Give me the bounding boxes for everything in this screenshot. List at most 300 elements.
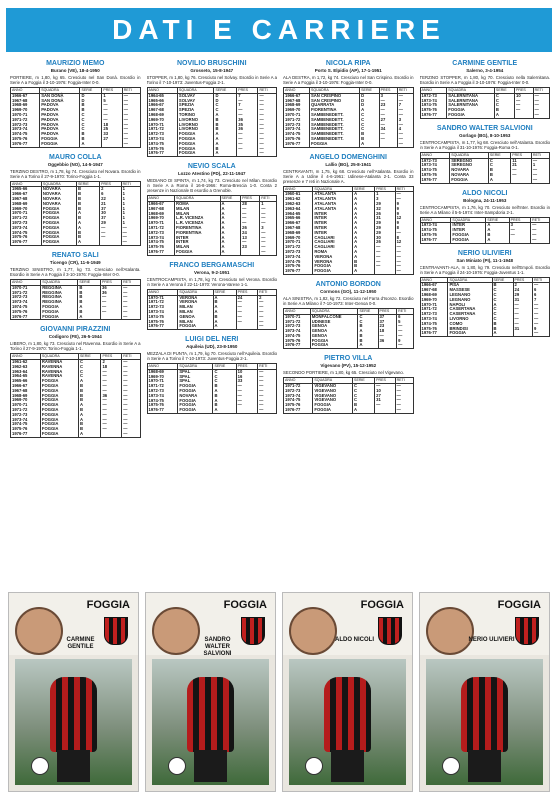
table-cell: — — [236, 300, 258, 305]
table-header-cell: RETI — [258, 88, 277, 94]
table-cell: C — [492, 298, 513, 303]
table-cell: 1968-69 — [11, 202, 42, 207]
table-row — [11, 142, 141, 147]
table-cell: 1971-72 — [420, 307, 448, 312]
table-header-cell: ANNO — [11, 181, 42, 187]
table-cell: — — [258, 408, 277, 413]
table-cell: REGGINA — [41, 295, 78, 300]
career-table — [10, 279, 141, 320]
table-cell — [101, 315, 122, 320]
table-row — [147, 324, 277, 329]
table-cell: LEGNANO — [448, 293, 492, 298]
table-cell: — — [395, 231, 413, 236]
table-cell: — — [397, 137, 413, 142]
table-cell: 6 — [100, 192, 122, 197]
table-cell: — — [236, 394, 258, 399]
table-cell: — — [122, 422, 140, 427]
table-cell: 16 — [236, 375, 258, 380]
table-cell: 1967-68 — [11, 99, 40, 104]
table-cell: A — [486, 228, 509, 233]
player-birth: Aquileia (UD), 23-8-1950 — [186, 344, 238, 350]
table-cell: FOGGIA — [40, 142, 80, 147]
table-cell: 13 — [241, 236, 260, 241]
table-cell: PADOVA — [40, 108, 80, 113]
table-cell: 10 — [375, 389, 395, 394]
table-cell — [379, 142, 397, 147]
table-cell: — — [258, 379, 277, 384]
table-cell: 1972-73 — [284, 250, 313, 255]
table-cell: — — [101, 370, 122, 375]
table-cell: — — [101, 389, 122, 394]
table-cell: 26 — [375, 212, 395, 217]
table-cell: MILAN — [174, 212, 220, 217]
table-cell: — — [258, 324, 277, 329]
table-cell: A — [360, 142, 379, 147]
table-cell: 1973-74 — [147, 137, 177, 142]
table-header-cell: ANNO — [420, 88, 447, 94]
table-cell: — — [532, 322, 549, 327]
table-cell: 1974-75 — [420, 228, 451, 233]
table-cell: GENOA — [310, 329, 358, 334]
table-header-cell: SQUADRA — [450, 152, 489, 158]
table-cell: — — [122, 142, 140, 147]
table-cell: — — [237, 99, 258, 104]
table-cell: 37 — [100, 207, 122, 212]
career-table — [10, 87, 141, 148]
table-cell: INTER — [313, 221, 353, 226]
table-cell: B — [213, 394, 236, 399]
table-cell: 1966-67 — [284, 221, 313, 226]
table-header-cell: SERIE — [358, 308, 378, 314]
table-cell: A — [79, 432, 101, 437]
table-cell: NOVARA — [178, 394, 213, 399]
table-cell: B — [76, 235, 99, 240]
table-cell: ATALANTA — [313, 192, 353, 197]
table-cell: SOLVAY — [177, 93, 214, 98]
table-cell: 1971-72 — [11, 216, 42, 221]
table-cell: — — [101, 300, 122, 305]
table-cell: — — [122, 93, 140, 98]
table-cell: 1971-72 — [147, 226, 174, 231]
table-cell: D — [360, 99, 379, 104]
table-cell: 1969-70 — [147, 118, 177, 123]
table-header-cell: RETI — [122, 354, 140, 360]
table-cell: B — [80, 103, 102, 108]
player-description: CENTROCAMPISTA, m 1,78, kg 74. Cresciuto nel Verona. Esordio in Serie A a Verona il 22-11-1970: Verona-Varese 1-1. — [146, 276, 277, 287]
table-cell: 31 — [375, 398, 395, 403]
table-cell: FOGGIA — [447, 108, 495, 113]
table-cell: — — [122, 99, 140, 104]
table-cell: B — [213, 315, 236, 320]
table-cell: — — [122, 408, 140, 413]
table-cell: — — [379, 132, 397, 137]
sticker-club-name: FOGGIA — [497, 599, 541, 611]
career-column — [283, 60, 414, 585]
table-cell: 1976-77 — [147, 250, 174, 255]
career-table — [147, 195, 278, 256]
table-cell: 1974-75 — [11, 422, 41, 427]
player-name: ALDO NICOLI — [462, 189, 508, 197]
table-cell: FOGGIA — [40, 432, 78, 437]
table-cell: 1966-67 — [11, 192, 42, 197]
table-header-cell: SQUADRA — [313, 378, 353, 384]
table-header-cell: SERIE — [214, 88, 237, 94]
table-cell: — — [260, 250, 277, 255]
table-cell: FOGGIA — [178, 408, 213, 413]
table-cell: A — [220, 240, 241, 245]
table-cell: — — [122, 127, 140, 132]
table-cell: — — [260, 207, 277, 212]
player-birth: San Miniato (PI), 11-1-1948 — [456, 257, 514, 263]
table-cell: 1971-72 — [147, 127, 177, 132]
table-cell: C — [80, 127, 102, 132]
table-cell: — — [122, 295, 140, 300]
sticker-header — [9, 593, 138, 655]
table-header-cell: PRES — [101, 354, 122, 360]
player-description: CENTRAVANTI-ALA, m 1,80, kg 79. Cresciuto nell'Empoli. Esordio in Serie A a Foggia il 24-10-1976: Foggia-Juventus 1-1. — [419, 264, 550, 275]
table-cell: — — [532, 303, 549, 308]
table-cell: 1971-72 — [284, 384, 313, 389]
table-cell: 1970-71 — [11, 211, 42, 216]
table-cell: 1968-69 — [420, 293, 448, 298]
table-cell: 1976-77 — [11, 432, 41, 437]
table-cell: A — [213, 305, 236, 310]
table-cell: B — [76, 216, 99, 221]
table-cell: — — [241, 221, 260, 226]
player-block — [147, 262, 278, 330]
table-cell: — — [258, 310, 277, 315]
table-cell: INTER — [313, 216, 353, 221]
table-cell: B — [80, 108, 102, 113]
table-cell: — — [236, 320, 258, 325]
player-sticker — [282, 592, 413, 792]
table-cell: 1970-71 — [284, 113, 310, 118]
table-header-cell: PRES — [509, 217, 531, 223]
table-cell: VIGEVANO — [313, 398, 353, 403]
player-legs — [57, 750, 90, 783]
table-cell: SPAL — [178, 369, 213, 374]
table-cell: 1 — [121, 187, 140, 192]
table-cell: SAN DONÀ — [40, 99, 80, 104]
table-cell: 1973-74 — [11, 300, 41, 305]
table-row — [11, 315, 141, 320]
table-cell: 36 — [237, 118, 258, 123]
table-cell: B — [79, 422, 101, 427]
table-cell: A — [76, 240, 99, 245]
table-cell: 1974-75 — [147, 399, 178, 404]
player-block — [420, 125, 551, 184]
club-crest-icon — [104, 617, 128, 645]
table-cell: SPEZIA — [177, 108, 214, 113]
table-cell: B — [76, 197, 99, 202]
table-cell: — — [101, 398, 122, 403]
table-cell: FOGGIA — [41, 240, 76, 245]
table-cell: — — [532, 283, 549, 288]
table-cell: 1975-76 — [147, 320, 178, 325]
table-cell: — — [397, 324, 413, 329]
sticker-player-name: ALDO NICOLI — [335, 637, 374, 643]
table-cell: C — [492, 293, 513, 298]
table-cell: — — [100, 226, 122, 231]
table-cell: 1969-70 — [11, 108, 40, 113]
table-cell: VIGEVANO — [313, 389, 353, 394]
table-cell: 7 — [397, 103, 413, 108]
table-cell: — — [509, 228, 531, 233]
table-cell: — — [122, 374, 140, 379]
table-cell: D — [80, 99, 102, 104]
table-cell: B — [494, 108, 514, 113]
table-cell: 36 — [378, 339, 397, 344]
table-cell: 1972-73 — [147, 389, 178, 394]
table-cell: 31 — [513, 327, 532, 332]
sticker-header — [283, 593, 412, 655]
table-cell: A — [353, 250, 375, 255]
table-cell — [378, 343, 397, 348]
table-cell: 9 — [395, 221, 413, 226]
table-cell: — — [236, 305, 258, 310]
table-cell: C — [492, 307, 513, 312]
table-cell: 36 — [101, 291, 122, 296]
table-cell: — — [258, 147, 277, 152]
table-cell: FIORENTINA — [309, 108, 359, 113]
player-description: CENTROCAMPISTA, m 1,77, kg 68. Cresciuto nell'Atalanta. Esordio in Serie A a Foggia il 31-10-1976: Foggia-Roma 0-1. — [419, 139, 550, 150]
table-header-cell: SQUADRA — [310, 308, 358, 314]
table-header-cell: SQUADRA — [178, 364, 213, 370]
table-cell: — — [395, 389, 413, 394]
football-icon — [442, 757, 460, 775]
player-name: ANGELO DOMENGHINI — [309, 153, 387, 161]
table-cell: 1971-72 — [284, 320, 311, 325]
table-cell: 1969-70 — [420, 298, 448, 303]
table-cell: — — [237, 142, 258, 147]
table-cell: 1971-72 — [284, 118, 310, 123]
player-birth: Bologna, 24-11-1953 — [463, 197, 507, 203]
table-cell: 1970-71 — [147, 379, 178, 384]
table-cell: — — [236, 315, 258, 320]
table-header-cell: SQUADRA — [309, 88, 359, 94]
table-cell: 28 — [241, 201, 260, 206]
table-cell: — — [397, 132, 413, 137]
table-cell: 1967-68 — [11, 197, 42, 202]
table-cell: FOGGIA — [40, 413, 78, 418]
table-cell: 1971-72 — [11, 118, 40, 123]
table-header-cell: SQUADRA — [40, 88, 80, 94]
table-cell: 1972-73 — [284, 324, 311, 329]
table-cell: 1966-67 — [420, 283, 448, 288]
table-cell: FOGGIA — [451, 233, 486, 238]
table-row — [284, 343, 414, 348]
table-cell: — — [260, 236, 277, 241]
table-cell: D — [80, 93, 102, 98]
table-cell: 1975-76 — [284, 339, 311, 344]
player-description: ALA SINISTRA, m 1,82, kg 72. Cresciuto nel Farra d'Isonzo. Esordio in Serie A a Milano il 7-10-1973: Inter-Genoa 0-0. — [283, 295, 414, 306]
table-cell: 1962-63 — [284, 202, 313, 207]
table-cell: 18 — [101, 365, 122, 370]
table-cell: — — [378, 334, 397, 339]
table-cell: — — [121, 226, 140, 231]
player-birth: Ticengo (CR), 11-6-1949 — [49, 259, 101, 265]
table-cell: — — [513, 312, 532, 317]
table-cell: FOGGIA — [41, 315, 78, 320]
table-cell: 1970-71 — [147, 123, 177, 128]
table-cell: B — [492, 327, 513, 332]
table-cell: FOGGIA — [178, 384, 213, 389]
table-cell: 1967-68 — [11, 389, 41, 394]
player-description: MEZZALA DI PUNTA, m 1,79, kg 70. Cresciuto nell'Aquileia. Esordio in Serie A a Torino il 7-10-1973: Juventus-Foggia 2-1. — [146, 351, 277, 362]
table-cell: A — [488, 178, 510, 183]
table-cell: — — [379, 137, 397, 142]
table-cell: — — [395, 260, 413, 265]
player-name: CARMINE GENTILE — [452, 60, 518, 67]
table-cell: VERONA — [178, 300, 213, 305]
table-cell: 1974-75 — [284, 260, 313, 265]
table-cell: 29 — [375, 221, 395, 226]
table-cell: 1973-74 — [11, 418, 41, 423]
table-cell: C — [494, 103, 514, 108]
player-birth: Porto S. Elpidio (AP), 17-1-1951 — [314, 68, 382, 73]
table-cell: SALERNITANA — [447, 103, 495, 108]
table-cell: — — [258, 375, 277, 380]
table-cell: 1969-70 — [11, 398, 41, 403]
table-cell: B — [353, 260, 375, 265]
table-cell: 1976-77 — [147, 324, 178, 329]
player-sticker — [145, 592, 276, 792]
table-cell: A — [220, 245, 241, 250]
table-cell: 1973-74 — [147, 394, 178, 399]
table-cell: — — [531, 238, 550, 243]
table-header-cell: RETI — [533, 88, 549, 94]
table-header-cell: RETI — [532, 277, 549, 283]
table-cell: — — [122, 315, 140, 320]
table-cell: 1976-77 — [11, 240, 42, 245]
table-cell: L.R. VICENZA — [174, 216, 220, 221]
table-cell: — — [100, 231, 122, 236]
table-cell: A — [353, 245, 375, 250]
player-birth: Oggebbio (NO), 14-5-1947 — [47, 161, 103, 167]
table-cell: A — [80, 142, 102, 147]
table-cell: C — [80, 113, 102, 118]
table-cell: 1968-69 — [284, 103, 310, 108]
table-cell: — — [101, 418, 122, 423]
table-cell: 18 — [102, 123, 122, 128]
player-legs — [331, 750, 364, 783]
table-cell: FOGGIA — [41, 211, 76, 216]
table-cell: D — [214, 99, 237, 104]
table-cell: — — [260, 245, 277, 250]
table-header-cell: PRES — [102, 88, 122, 94]
table-cell: 1973-74 — [11, 226, 42, 231]
table-cell: — — [101, 427, 122, 432]
table-cell: — — [397, 93, 413, 98]
table-cell: SAMBENEDETT. — [309, 123, 359, 128]
table-cell: C — [353, 384, 375, 389]
table-cell: 1975-76 — [284, 264, 313, 269]
table-cell: 1975-76 — [284, 403, 313, 408]
table-cell: 2 — [100, 187, 122, 192]
table-cell: 1975-76 — [11, 137, 40, 142]
table-cell: — — [122, 384, 140, 389]
table-cell: 1974-75 — [284, 334, 311, 339]
table-header-cell: SQUADRA — [41, 181, 76, 187]
table-cell: — — [258, 300, 277, 305]
table-cell: 3 — [379, 93, 397, 98]
table-cell: — — [102, 118, 122, 123]
table-cell: 1975-76 — [11, 310, 41, 315]
table-cell: INTER — [451, 228, 486, 233]
table-cell: — — [531, 223, 550, 228]
table-cell: — — [101, 374, 122, 379]
table-cell: 1963-64 — [11, 370, 41, 375]
table-row — [147, 250, 277, 255]
table-cell: FOGGIA — [310, 339, 358, 344]
table-cell: 1974-75 — [420, 103, 447, 108]
player-figure — [461, 677, 508, 753]
table-cell: — — [236, 384, 258, 389]
table-cell: 1964-65 — [284, 212, 313, 217]
table-cell: 1968-69 — [147, 113, 177, 118]
table-header-cell: PRES — [236, 289, 258, 295]
table-cell: 1974-75 — [147, 315, 178, 320]
table-cell: — — [101, 408, 122, 413]
sticker-player-name: NERIO ULIVIERI — [468, 637, 515, 643]
table-cell: C — [213, 369, 236, 374]
table-cell: — — [241, 216, 260, 221]
table-cell: — — [122, 123, 140, 128]
table-cell: ATALANTA — [313, 197, 353, 202]
table-cell: RAVENNA — [40, 360, 78, 365]
table-cell: 8 — [395, 226, 413, 231]
table-cell: FOGGIA — [40, 389, 78, 394]
player-block — [420, 60, 551, 119]
table-cell: B — [76, 202, 99, 207]
table-cell: FOGGIA — [40, 408, 78, 413]
career-table — [420, 277, 551, 338]
table-header-cell: SERIE — [360, 88, 379, 94]
table-cell: D — [214, 93, 237, 98]
table-cell: — — [397, 142, 413, 147]
table-cell: C — [213, 375, 236, 380]
table-header-cell: SERIE — [353, 186, 375, 192]
player-block — [420, 190, 551, 244]
player-description: SECONDO PORTIERE, m 1,80, kg 65. Cresciuto nel Vigevano. — [283, 370, 404, 376]
table-cell: FOGGIA — [41, 305, 78, 310]
table-cell: C — [79, 365, 101, 370]
table-cell: C — [360, 118, 379, 123]
table-cell: 3 — [397, 118, 413, 123]
table-cell: 1973-74 — [147, 310, 178, 315]
table-cell: — — [122, 113, 140, 118]
table-cell: — — [258, 305, 277, 310]
table-cell: 1974-75 — [420, 322, 448, 327]
table-cell: — — [375, 250, 395, 255]
table-cell: 1970-71 — [11, 403, 41, 408]
table-cell: 1 — [102, 93, 122, 98]
player-portrait — [15, 607, 63, 655]
table-cell: PADOVA — [40, 103, 80, 108]
table-cell: — — [258, 127, 277, 132]
table-cell: FOGGIA — [451, 238, 486, 243]
table-header-cell: ANNO — [147, 289, 178, 295]
player-action-photo — [426, 659, 543, 785]
table-header-cell: ANNO — [11, 88, 40, 94]
table-cell: — — [102, 108, 122, 113]
table-cell: A — [358, 343, 378, 348]
table-cell: C — [214, 103, 237, 108]
table-cell: FOGGIA — [313, 408, 353, 413]
table-cell: A — [214, 137, 237, 142]
table-cell: A — [79, 379, 101, 384]
player-action-photo — [152, 659, 269, 785]
